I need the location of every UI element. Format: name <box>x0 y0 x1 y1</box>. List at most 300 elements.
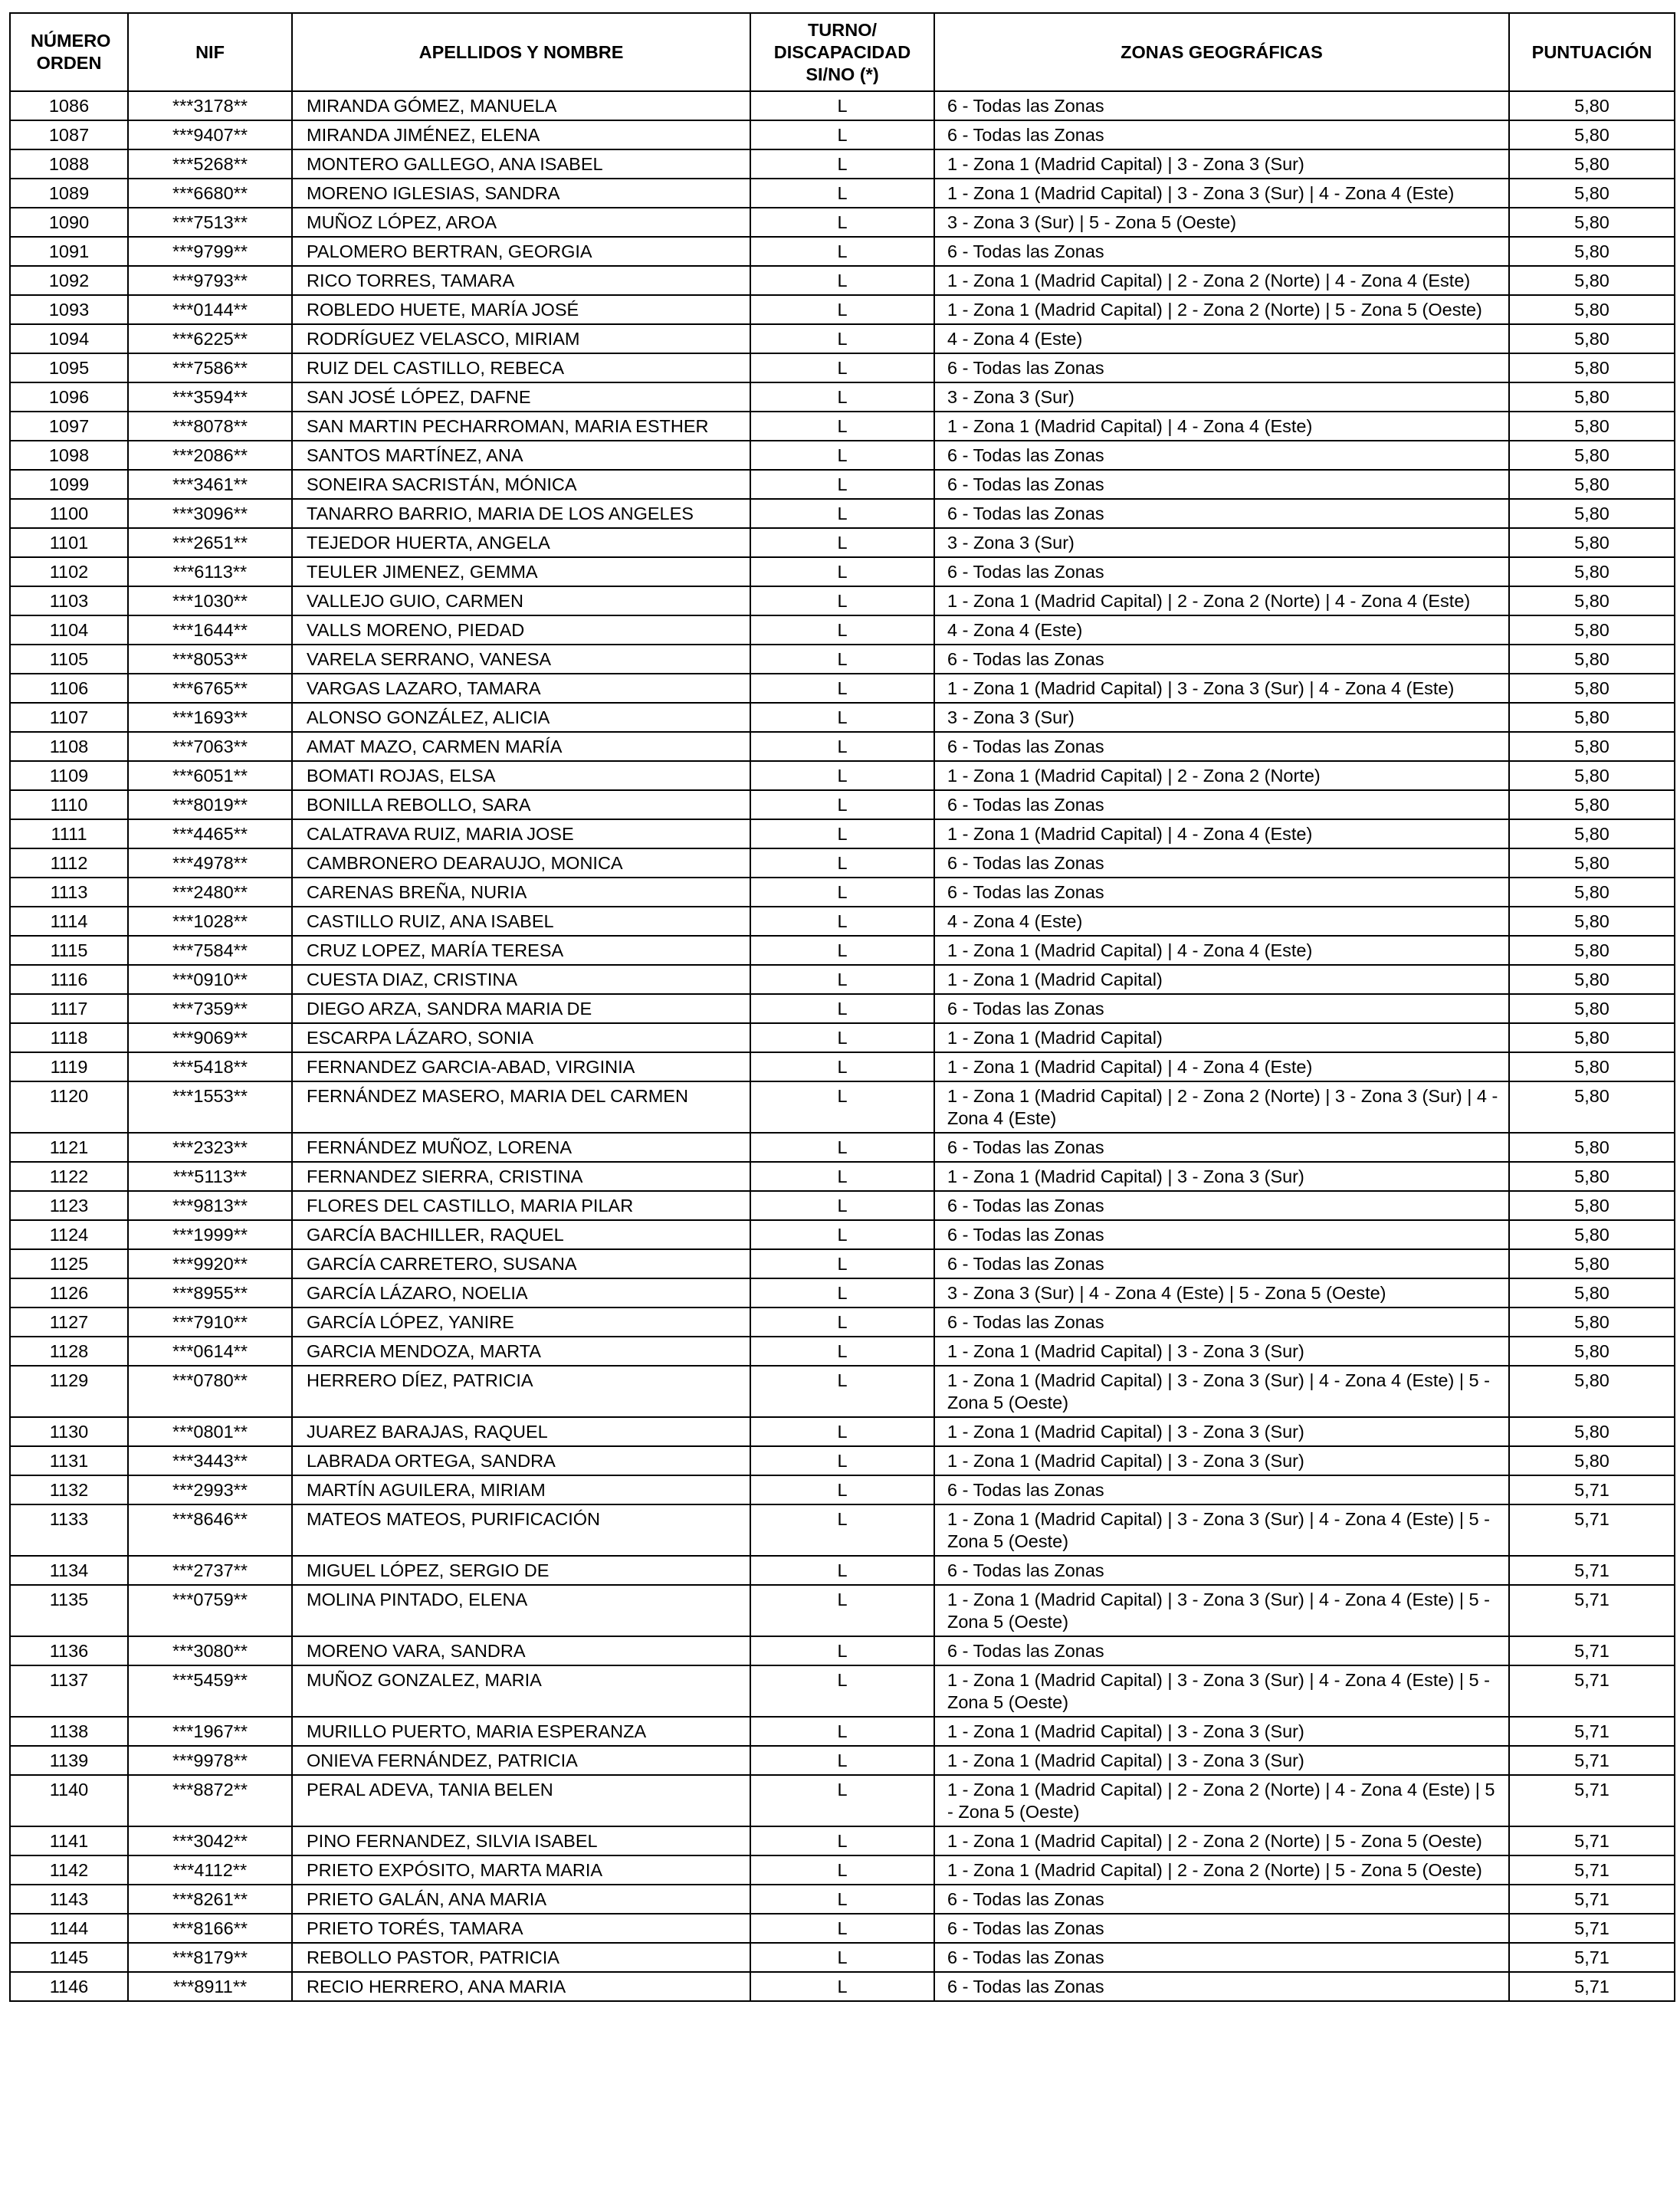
numero-orden-cell: 1120 <box>10 1081 128 1133</box>
nif-cell: ***5113** <box>128 1162 292 1191</box>
table-row <box>10 1972 1675 2001</box>
turno-cell: L <box>750 965 934 994</box>
zonas-cell: 1 - Zona 1 (Madrid Capital) | 3 - Zona 3 (Sur) <box>934 1717 1509 1746</box>
numero-orden-cell: 1119 <box>10 1052 128 1081</box>
zonas-cell: 6 - Todas las Zonas <box>934 91 1509 120</box>
apellidos-nombre-cell: CALATRAVA RUIZ, MARIA JOSE <box>292 819 750 848</box>
nif-cell: ***0144** <box>128 295 292 324</box>
apellidos-nombre-cell: RUIZ DEL CASTILLO, REBECA <box>292 353 750 382</box>
numero-orden-cell: 1098 <box>10 441 128 470</box>
header-puntuacion: PUNTUACIÓN <box>1509 13 1675 91</box>
zonas-cell: 1 - Zona 1 (Madrid Capital) | 2 - Zona 2 (Norte) | 5 - Zona 5 (Oeste) <box>934 1826 1509 1855</box>
puntuacion-cell: 5,80 <box>1509 324 1675 353</box>
apellidos-nombre-cell: ONIEVA FERNÁNDEZ, PATRICIA <box>292 1746 750 1775</box>
apellidos-nombre-cell: VARELA SERRANO, VANESA <box>292 645 750 674</box>
turno-cell: L <box>750 936 934 965</box>
zonas-cell: 6 - Todas las Zonas <box>934 1972 1509 2001</box>
apellidos-nombre-cell: DIEGO ARZA, SANDRA MARIA DE <box>292 994 750 1023</box>
turno-cell: L <box>750 1278 934 1307</box>
apellidos-nombre-cell: CUESTA DIAZ, CRISTINA <box>292 965 750 994</box>
table-row <box>10 1885 1675 1914</box>
zonas-cell: 6 - Todas las Zonas <box>934 1636 1509 1665</box>
nif-cell: ***8019** <box>128 790 292 819</box>
nif-cell: ***8646** <box>128 1504 292 1556</box>
turno-cell: L <box>750 1943 934 1972</box>
table-row <box>10 1278 1675 1307</box>
puntuacion-cell: 5,80 <box>1509 1220 1675 1249</box>
nif-cell: ***4978** <box>128 848 292 878</box>
numero-orden-cell: 1095 <box>10 353 128 382</box>
table-row <box>10 470 1675 499</box>
turno-cell: L <box>750 586 934 615</box>
zonas-cell: 6 - Todas las Zonas <box>934 732 1509 761</box>
turno-cell: L <box>750 1775 934 1826</box>
table-row <box>10 965 1675 994</box>
nif-cell: ***3461** <box>128 470 292 499</box>
apellidos-nombre-cell: MONTERO GALLEGO, ANA ISABEL <box>292 149 750 179</box>
nif-cell: ***3042** <box>128 1826 292 1855</box>
numero-orden-cell: 1089 <box>10 179 128 208</box>
numero-orden-cell: 1108 <box>10 732 128 761</box>
zonas-cell: 6 - Todas las Zonas <box>934 1133 1509 1162</box>
apellidos-nombre-cell: GARCÍA LÓPEZ, YANIRE <box>292 1307 750 1337</box>
zonas-cell: 6 - Todas las Zonas <box>934 848 1509 878</box>
zonas-cell: 1 - Zona 1 (Madrid Capital) | 3 - Zona 3 (Sur) <box>934 1746 1509 1775</box>
puntuacion-cell: 5,80 <box>1509 936 1675 965</box>
apellidos-nombre-cell: FERNÁNDEZ MASERO, MARIA DEL CARMEN <box>292 1081 750 1133</box>
nif-cell: ***1028** <box>128 907 292 936</box>
turno-cell: L <box>750 1023 934 1052</box>
turno-cell: L <box>750 819 934 848</box>
nif-cell: ***8872** <box>128 1775 292 1826</box>
apellidos-nombre-cell: JUAREZ BARAJAS, RAQUEL <box>292 1417 750 1446</box>
turno-cell: L <box>750 149 934 179</box>
zonas-cell: 1 - Zona 1 (Madrid Capital) | 2 - Zona 2 (Norte) | 5 - Zona 5 (Oeste) <box>934 295 1509 324</box>
puntuacion-cell: 5,71 <box>1509 1636 1675 1665</box>
turno-cell: L <box>750 1417 934 1446</box>
turno-cell: L <box>750 382 934 412</box>
zonas-cell: 1 - Zona 1 (Madrid Capital) | 3 - Zona 3 (Sur) <box>934 149 1509 179</box>
apellidos-nombre-cell: SONEIRA SACRISTÁN, MÓNICA <box>292 470 750 499</box>
numero-orden-cell: 1140 <box>10 1775 128 1826</box>
table-row <box>10 1446 1675 1475</box>
nif-cell: ***8078** <box>128 412 292 441</box>
table-row <box>10 208 1675 237</box>
apellidos-nombre-cell: ALONSO GONZÁLEZ, ALICIA <box>292 703 750 732</box>
zonas-cell: 6 - Todas las Zonas <box>934 557 1509 586</box>
nif-cell: ***5268** <box>128 149 292 179</box>
nif-cell: ***8179** <box>128 1943 292 1972</box>
apellidos-nombre-cell: FERNANDEZ SIERRA, CRISTINA <box>292 1162 750 1191</box>
table-row <box>10 994 1675 1023</box>
numero-orden-cell: 1116 <box>10 965 128 994</box>
table-row <box>10 295 1675 324</box>
puntuacion-cell: 5,80 <box>1509 1191 1675 1220</box>
zonas-cell: 6 - Todas las Zonas <box>934 1556 1509 1585</box>
table-row <box>10 615 1675 645</box>
numero-orden-cell: 1090 <box>10 208 128 237</box>
apellidos-nombre-cell: SAN JOSÉ LÓPEZ, DAFNE <box>292 382 750 412</box>
puntuacion-cell: 5,80 <box>1509 528 1675 557</box>
nif-cell: ***7910** <box>128 1307 292 1337</box>
zonas-cell: 3 - Zona 3 (Sur) | 4 - Zona 4 (Este) | 5 - Zona 5 (Oeste) <box>934 1278 1509 1307</box>
turno-cell: L <box>750 179 934 208</box>
zonas-cell: 1 - Zona 1 (Madrid Capital) | 3 - Zona 3 (Sur) | 4 - Zona 4 (Este) | 5 - Zona 5 (Oeste) <box>934 1585 1509 1636</box>
numero-orden-cell: 1138 <box>10 1717 128 1746</box>
numero-orden-cell: 1093 <box>10 295 128 324</box>
table-row <box>10 382 1675 412</box>
turno-cell: L <box>750 1081 934 1133</box>
zonas-cell: 1 - Zona 1 (Madrid Capital) | 2 - Zona 2 (Norte) | 3 - Zona 3 (Sur) | 4 - Zona 4 (Este) <box>934 1081 1509 1133</box>
table-row <box>10 790 1675 819</box>
turno-cell: L <box>750 1191 934 1220</box>
turno-cell: L <box>750 353 934 382</box>
zonas-cell: 1 - Zona 1 (Madrid Capital) | 2 - Zona 2 (Norte) | 4 - Zona 4 (Este) <box>934 266 1509 295</box>
table-row <box>10 237 1675 266</box>
turno-cell: L <box>750 790 934 819</box>
zonas-cell: 1 - Zona 1 (Madrid Capital) | 4 - Zona 4 (Este) <box>934 1052 1509 1081</box>
puntuacion-cell: 5,80 <box>1509 557 1675 586</box>
table-row <box>10 499 1675 528</box>
zonas-cell: 4 - Zona 4 (Este) <box>934 324 1509 353</box>
puntuacion-cell: 5,80 <box>1509 761 1675 790</box>
turno-cell: L <box>750 208 934 237</box>
apellidos-nombre-cell: ESCARPA LÁZARO, SONIA <box>292 1023 750 1052</box>
apellidos-nombre-cell: ROBLEDO HUETE, MARÍA JOSÉ <box>292 295 750 324</box>
nif-cell: ***7513** <box>128 208 292 237</box>
puntuacion-cell: 5,71 <box>1509 1717 1675 1746</box>
nif-cell: ***2323** <box>128 1133 292 1162</box>
table-row <box>10 1417 1675 1446</box>
table-row <box>10 936 1675 965</box>
nif-cell: ***9799** <box>128 237 292 266</box>
zonas-cell: 6 - Todas las Zonas <box>934 120 1509 149</box>
apellidos-nombre-cell: MUÑOZ LÓPEZ, AROA <box>292 208 750 237</box>
numero-orden-cell: 1126 <box>10 1278 128 1307</box>
turno-cell: L <box>750 1249 934 1278</box>
nif-cell: ***9978** <box>128 1746 292 1775</box>
table-row <box>10 1746 1675 1775</box>
table-row <box>10 1475 1675 1504</box>
turno-cell: L <box>750 907 934 936</box>
turno-cell: L <box>750 1307 934 1337</box>
zonas-cell: 6 - Todas las Zonas <box>934 1249 1509 1278</box>
zonas-cell: 1 - Zona 1 (Madrid Capital) | 3 - Zona 3 (Sur) <box>934 1417 1509 1446</box>
zonas-cell: 6 - Todas las Zonas <box>934 1885 1509 1914</box>
puntuacion-cell: 5,71 <box>1509 1746 1675 1775</box>
puntuacion-cell: 5,80 <box>1509 1081 1675 1133</box>
apellidos-nombre-cell: TANARRO BARRIO, MARIA DE LOS ANGELES <box>292 499 750 528</box>
puntuacion-cell: 5,80 <box>1509 295 1675 324</box>
numero-orden-cell: 1086 <box>10 91 128 120</box>
apellidos-nombre-cell: TEJEDOR HUERTA, ANGELA <box>292 528 750 557</box>
puntuacion-cell: 5,80 <box>1509 1307 1675 1337</box>
puntuacion-cell: 5,71 <box>1509 1585 1675 1636</box>
table-row <box>10 149 1675 179</box>
table-row <box>10 703 1675 732</box>
puntuacion-cell: 5,71 <box>1509 1943 1675 1972</box>
puntuacion-cell: 5,80 <box>1509 1417 1675 1446</box>
turno-cell: L <box>750 1446 934 1475</box>
numero-orden-cell: 1132 <box>10 1475 128 1504</box>
turno-cell: L <box>750 237 934 266</box>
turno-cell: L <box>750 499 934 528</box>
table-row <box>10 1826 1675 1855</box>
nif-cell: ***1967** <box>128 1717 292 1746</box>
numero-orden-cell: 1123 <box>10 1191 128 1220</box>
nif-cell: ***4112** <box>128 1855 292 1885</box>
header-apellidos-nombre: APELLIDOS Y NOMBRE <box>292 13 750 91</box>
puntuacion-cell: 5,80 <box>1509 470 1675 499</box>
apellidos-nombre-cell: MARTÍN AGUILERA, MIRIAM <box>292 1475 750 1504</box>
turno-cell: L <box>750 1585 934 1636</box>
apellidos-nombre-cell: SAN MARTIN PECHARROMAN, MARIA ESTHER <box>292 412 750 441</box>
apellidos-nombre-cell: MIRANDA JIMÉNEZ, ELENA <box>292 120 750 149</box>
apellidos-nombre-cell: CRUZ LOPEZ, MARÍA TERESA <box>292 936 750 965</box>
numero-orden-cell: 1097 <box>10 412 128 441</box>
zonas-cell: 1 - Zona 1 (Madrid Capital) | 2 - Zona 2 (Norte) | 5 - Zona 5 (Oeste) <box>934 1855 1509 1885</box>
puntuacion-cell: 5,80 <box>1509 615 1675 645</box>
numero-orden-cell: 1096 <box>10 382 128 412</box>
apellidos-nombre-cell: RODRÍGUEZ VELASCO, MIRIAM <box>292 324 750 353</box>
apellidos-nombre-cell: MURILLO PUERTO, MARIA ESPERANZA <box>292 1717 750 1746</box>
nif-cell: ***5418** <box>128 1052 292 1081</box>
table-row <box>10 586 1675 615</box>
numero-orden-cell: 1145 <box>10 1943 128 1972</box>
apellidos-nombre-cell: PRIETO EXPÓSITO, MARTA MARIA <box>292 1855 750 1885</box>
turno-cell: L <box>750 732 934 761</box>
table-row <box>10 441 1675 470</box>
apellidos-nombre-cell: MOLINA PINTADO, ELENA <box>292 1585 750 1636</box>
puntuacion-cell: 5,80 <box>1509 1052 1675 1081</box>
puntuacion-cell: 5,80 <box>1509 645 1675 674</box>
turno-cell: L <box>750 266 934 295</box>
zonas-cell: 6 - Todas las Zonas <box>934 790 1509 819</box>
zonas-cell: 1 - Zona 1 (Madrid Capital) <box>934 1023 1509 1052</box>
nif-cell: ***3080** <box>128 1636 292 1665</box>
turno-cell: L <box>750 412 934 441</box>
nif-cell: ***6225** <box>128 324 292 353</box>
zonas-cell: 1 - Zona 1 (Madrid Capital) | 3 - Zona 3 (Sur) | 4 - Zona 4 (Este) <box>934 179 1509 208</box>
puntuacion-cell: 5,80 <box>1509 848 1675 878</box>
apellidos-nombre-cell: RICO TORRES, TAMARA <box>292 266 750 295</box>
table-row <box>10 324 1675 353</box>
numero-orden-cell: 1122 <box>10 1162 128 1191</box>
table-row <box>10 1855 1675 1885</box>
puntuacion-cell: 5,80 <box>1509 994 1675 1023</box>
puntuacion-cell: 5,71 <box>1509 1885 1675 1914</box>
nif-cell: ***8261** <box>128 1885 292 1914</box>
apellidos-nombre-cell: BOMATI ROJAS, ELSA <box>292 761 750 790</box>
table-row <box>10 1220 1675 1249</box>
numero-orden-cell: 1125 <box>10 1249 128 1278</box>
numero-orden-cell: 1087 <box>10 120 128 149</box>
turno-cell: L <box>750 703 934 732</box>
table-row <box>10 1337 1675 1366</box>
numero-orden-cell: 1092 <box>10 266 128 295</box>
zonas-cell: 6 - Todas las Zonas <box>934 878 1509 907</box>
nif-cell: ***1553** <box>128 1081 292 1133</box>
turno-cell: L <box>750 615 934 645</box>
apellidos-nombre-cell: FLORES DEL CASTILLO, MARIA PILAR <box>292 1191 750 1220</box>
apellidos-nombre-cell: RECIO HERRERO, ANA MARIA <box>292 1972 750 2001</box>
numero-orden-cell: 1113 <box>10 878 128 907</box>
numero-orden-cell: 1136 <box>10 1636 128 1665</box>
puntuacion-cell: 5,71 <box>1509 1775 1675 1826</box>
numero-orden-cell: 1091 <box>10 237 128 266</box>
table-header <box>10 13 1675 91</box>
zonas-cell: 4 - Zona 4 (Este) <box>934 615 1509 645</box>
numero-orden-cell: 1129 <box>10 1366 128 1417</box>
turno-cell: L <box>750 1366 934 1417</box>
turno-cell: L <box>750 1052 934 1081</box>
nif-cell: ***1693** <box>128 703 292 732</box>
numero-orden-cell: 1134 <box>10 1556 128 1585</box>
apellidos-nombre-cell: PALOMERO BERTRAN, GEORGIA <box>292 237 750 266</box>
nif-cell: ***5459** <box>128 1665 292 1717</box>
puntuacion-cell: 5,80 <box>1509 1249 1675 1278</box>
numero-orden-cell: 1111 <box>10 819 128 848</box>
header-zonas-geograficas: ZONAS GEOGRÁFICAS <box>934 13 1509 91</box>
table-row <box>10 819 1675 848</box>
zonas-cell: 1 - Zona 1 (Madrid Capital) <box>934 965 1509 994</box>
puntuacion-cell: 5,80 <box>1509 1337 1675 1366</box>
nif-cell: ***2086** <box>128 441 292 470</box>
turno-cell: L <box>750 91 934 120</box>
turno-cell: L <box>750 441 934 470</box>
nif-cell: ***3594** <box>128 382 292 412</box>
zonas-cell: 6 - Todas las Zonas <box>934 1943 1509 1972</box>
zonas-cell: 6 - Todas las Zonas <box>934 1191 1509 1220</box>
zonas-cell: 6 - Todas las Zonas <box>934 1475 1509 1504</box>
apellidos-nombre-cell: REBOLLO PASTOR, PATRICIA <box>292 1943 750 1972</box>
nif-cell: ***9069** <box>128 1023 292 1052</box>
header-nif: NIF <box>128 13 292 91</box>
apellidos-nombre-cell: SANTOS MARTÍNEZ, ANA <box>292 441 750 470</box>
puntuacion-cell: 5,80 <box>1509 149 1675 179</box>
puntuacion-cell: 5,71 <box>1509 1914 1675 1943</box>
apellidos-nombre-cell: BONILLA REBOLLO, SARA <box>292 790 750 819</box>
nif-cell: ***9813** <box>128 1191 292 1220</box>
nif-cell: ***0780** <box>128 1366 292 1417</box>
nif-cell: ***7063** <box>128 732 292 761</box>
apellidos-nombre-cell: MIGUEL LÓPEZ, SERGIO DE <box>292 1556 750 1585</box>
apellidos-nombre-cell: VALLEJO GUIO, CARMEN <box>292 586 750 615</box>
zonas-cell: 6 - Todas las Zonas <box>934 994 1509 1023</box>
table-row <box>10 1366 1675 1417</box>
puntuacion-cell: 5,80 <box>1509 237 1675 266</box>
zonas-cell: 3 - Zona 3 (Sur) <box>934 528 1509 557</box>
turno-cell: L <box>750 645 934 674</box>
table-row <box>10 848 1675 878</box>
nif-cell: ***9407** <box>128 120 292 149</box>
nif-cell: ***0759** <box>128 1585 292 1636</box>
zonas-cell: 4 - Zona 4 (Este) <box>934 907 1509 936</box>
zonas-cell: 6 - Todas las Zonas <box>934 353 1509 382</box>
numero-orden-cell: 1103 <box>10 586 128 615</box>
zonas-cell: 1 - Zona 1 (Madrid Capital) | 3 - Zona 3 (Sur) | 4 - Zona 4 (Este) <box>934 674 1509 703</box>
numero-orden-cell: 1142 <box>10 1855 128 1885</box>
turno-cell: L <box>750 1914 934 1943</box>
turno-cell: L <box>750 994 934 1023</box>
puntuacion-cell: 5,80 <box>1509 91 1675 120</box>
table-row <box>10 1717 1675 1746</box>
table-row <box>10 1914 1675 1943</box>
turno-cell: L <box>750 674 934 703</box>
nif-cell: ***7359** <box>128 994 292 1023</box>
puntuacion-cell: 5,80 <box>1509 266 1675 295</box>
puntuacion-cell: 5,80 <box>1509 179 1675 208</box>
nif-cell: ***1999** <box>128 1220 292 1249</box>
numero-orden-cell: 1139 <box>10 1746 128 1775</box>
nif-cell: ***8911** <box>128 1972 292 2001</box>
puntuacion-cell: 5,80 <box>1509 732 1675 761</box>
puntuacion-cell: 5,80 <box>1509 1278 1675 1307</box>
apellidos-nombre-cell: MORENO VARA, SANDRA <box>292 1636 750 1665</box>
numero-orden-cell: 1104 <box>10 615 128 645</box>
apellidos-nombre-cell: CASTILLO RUIZ, ANA ISABEL <box>292 907 750 936</box>
zonas-cell: 1 - Zona 1 (Madrid Capital) | 2 - Zona 2 (Norte) <box>934 761 1509 790</box>
table-row <box>10 91 1675 120</box>
puntuacion-cell: 5,80 <box>1509 499 1675 528</box>
numero-orden-cell: 1121 <box>10 1133 128 1162</box>
puntuacion-cell: 5,80 <box>1509 819 1675 848</box>
table-row <box>10 1636 1675 1665</box>
zonas-cell: 1 - Zona 1 (Madrid Capital) | 2 - Zona 2 (Norte) | 4 - Zona 4 (Este) <box>934 586 1509 615</box>
nif-cell: ***8955** <box>128 1278 292 1307</box>
zonas-cell: 6 - Todas las Zonas <box>934 645 1509 674</box>
apellidos-nombre-cell: PINO FERNANDEZ, SILVIA ISABEL <box>292 1826 750 1855</box>
numero-orden-cell: 1106 <box>10 674 128 703</box>
zonas-cell: 1 - Zona 1 (Madrid Capital) | 3 - Zona 3 (Sur) <box>934 1162 1509 1191</box>
turno-cell: L <box>750 470 934 499</box>
turno-cell: L <box>750 1133 934 1162</box>
table-row <box>10 412 1675 441</box>
nif-cell: ***9793** <box>128 266 292 295</box>
nif-cell: ***2993** <box>128 1475 292 1504</box>
nif-cell: ***4465** <box>128 819 292 848</box>
apellidos-nombre-cell: CAMBRONERO DEARAUJO, MONICA <box>292 848 750 878</box>
table-row <box>10 353 1675 382</box>
turno-cell: L <box>750 1337 934 1366</box>
turno-cell: L <box>750 1556 934 1585</box>
zonas-cell: 1 - Zona 1 (Madrid Capital) | 4 - Zona 4 (Este) <box>934 412 1509 441</box>
turno-cell: L <box>750 1855 934 1885</box>
puntuacion-cell: 5,80 <box>1509 878 1675 907</box>
zonas-cell: 1 - Zona 1 (Madrid Capital) | 2 - Zona 2 (Norte) | 4 - Zona 4 (Este) | 5 - Zona 5 (Oeste) <box>934 1775 1509 1826</box>
zonas-cell: 6 - Todas las Zonas <box>934 1914 1509 1943</box>
table-row <box>10 761 1675 790</box>
turno-cell: L <box>750 761 934 790</box>
apellidos-nombre-cell: CARENAS BREÑA, NURIA <box>292 878 750 907</box>
table-row <box>10 878 1675 907</box>
puntuacion-cell: 5,80 <box>1509 1023 1675 1052</box>
apellidos-nombre-cell: FERNANDEZ GARCIA-ABAD, VIRGINIA <box>292 1052 750 1081</box>
turno-cell: L <box>750 1826 934 1855</box>
table-row <box>10 266 1675 295</box>
puntuacion-cell: 5,80 <box>1509 907 1675 936</box>
zonas-cell: 6 - Todas las Zonas <box>934 441 1509 470</box>
nif-cell: ***6051** <box>128 761 292 790</box>
puntuacion-cell: 5,80 <box>1509 674 1675 703</box>
puntuacion-cell: 5,80 <box>1509 586 1675 615</box>
apellidos-nombre-cell: MATEOS MATEOS, PURIFICACIÓN <box>292 1504 750 1556</box>
header-numero-orden: NÚMERO ORDEN <box>10 13 128 91</box>
apellidos-nombre-cell: MORENO IGLESIAS, SANDRA <box>292 179 750 208</box>
numero-orden-cell: 1099 <box>10 470 128 499</box>
table-row <box>10 1665 1675 1717</box>
numero-orden-cell: 1100 <box>10 499 128 528</box>
